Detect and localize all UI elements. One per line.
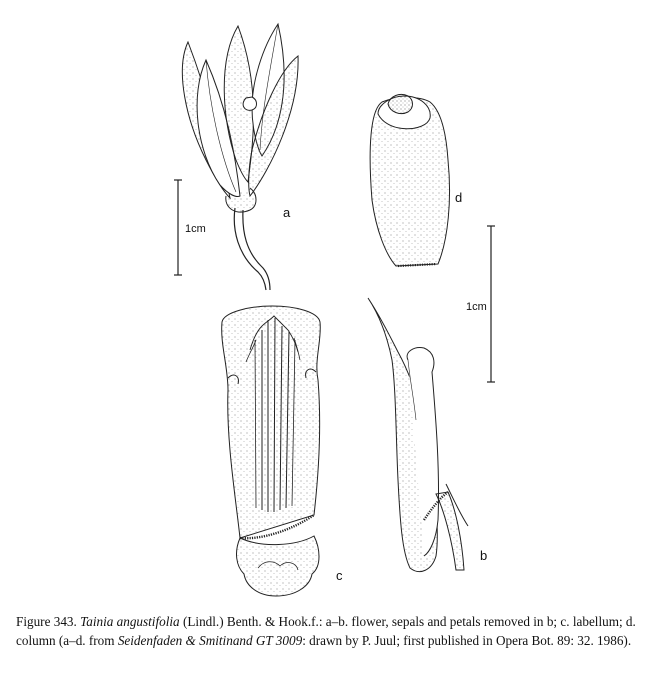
figure-label-d: d: [455, 190, 463, 205]
figure-label-b: b: [480, 548, 488, 563]
figure-label-a: a: [283, 205, 291, 220]
caption-text-1: (Lindl.) Benth. & Hook.f.: a–b. flower, sepals and petals removed in b; c. labellum; d. column (a–d. from: [16, 614, 636, 648]
caption-species: Tainia angustifolia: [80, 614, 180, 629]
caption-text-2: : drawn by P. Juul; first published in Opera Bot. 89: 32. 1986).: [302, 633, 632, 648]
figure-label-c: c: [336, 568, 343, 583]
scale-bar-left-label: 1cm: [185, 223, 206, 235]
caption-collector: Seidenfaden & Smitinand GT 3009: [117, 633, 303, 648]
caption-prefix: Figure 343.: [16, 614, 77, 629]
scale-bar-right: [487, 226, 495, 382]
flower-drawing-a: [182, 24, 298, 290]
figure-caption: [16, 612, 636, 650]
labellum-drawing-c: [222, 306, 321, 596]
flower-drawing-b: [368, 298, 468, 572]
column-drawing-d: [370, 94, 449, 266]
scale-bar-left: [174, 180, 182, 275]
scale-bar-right-label: 1cm: [466, 301, 487, 313]
